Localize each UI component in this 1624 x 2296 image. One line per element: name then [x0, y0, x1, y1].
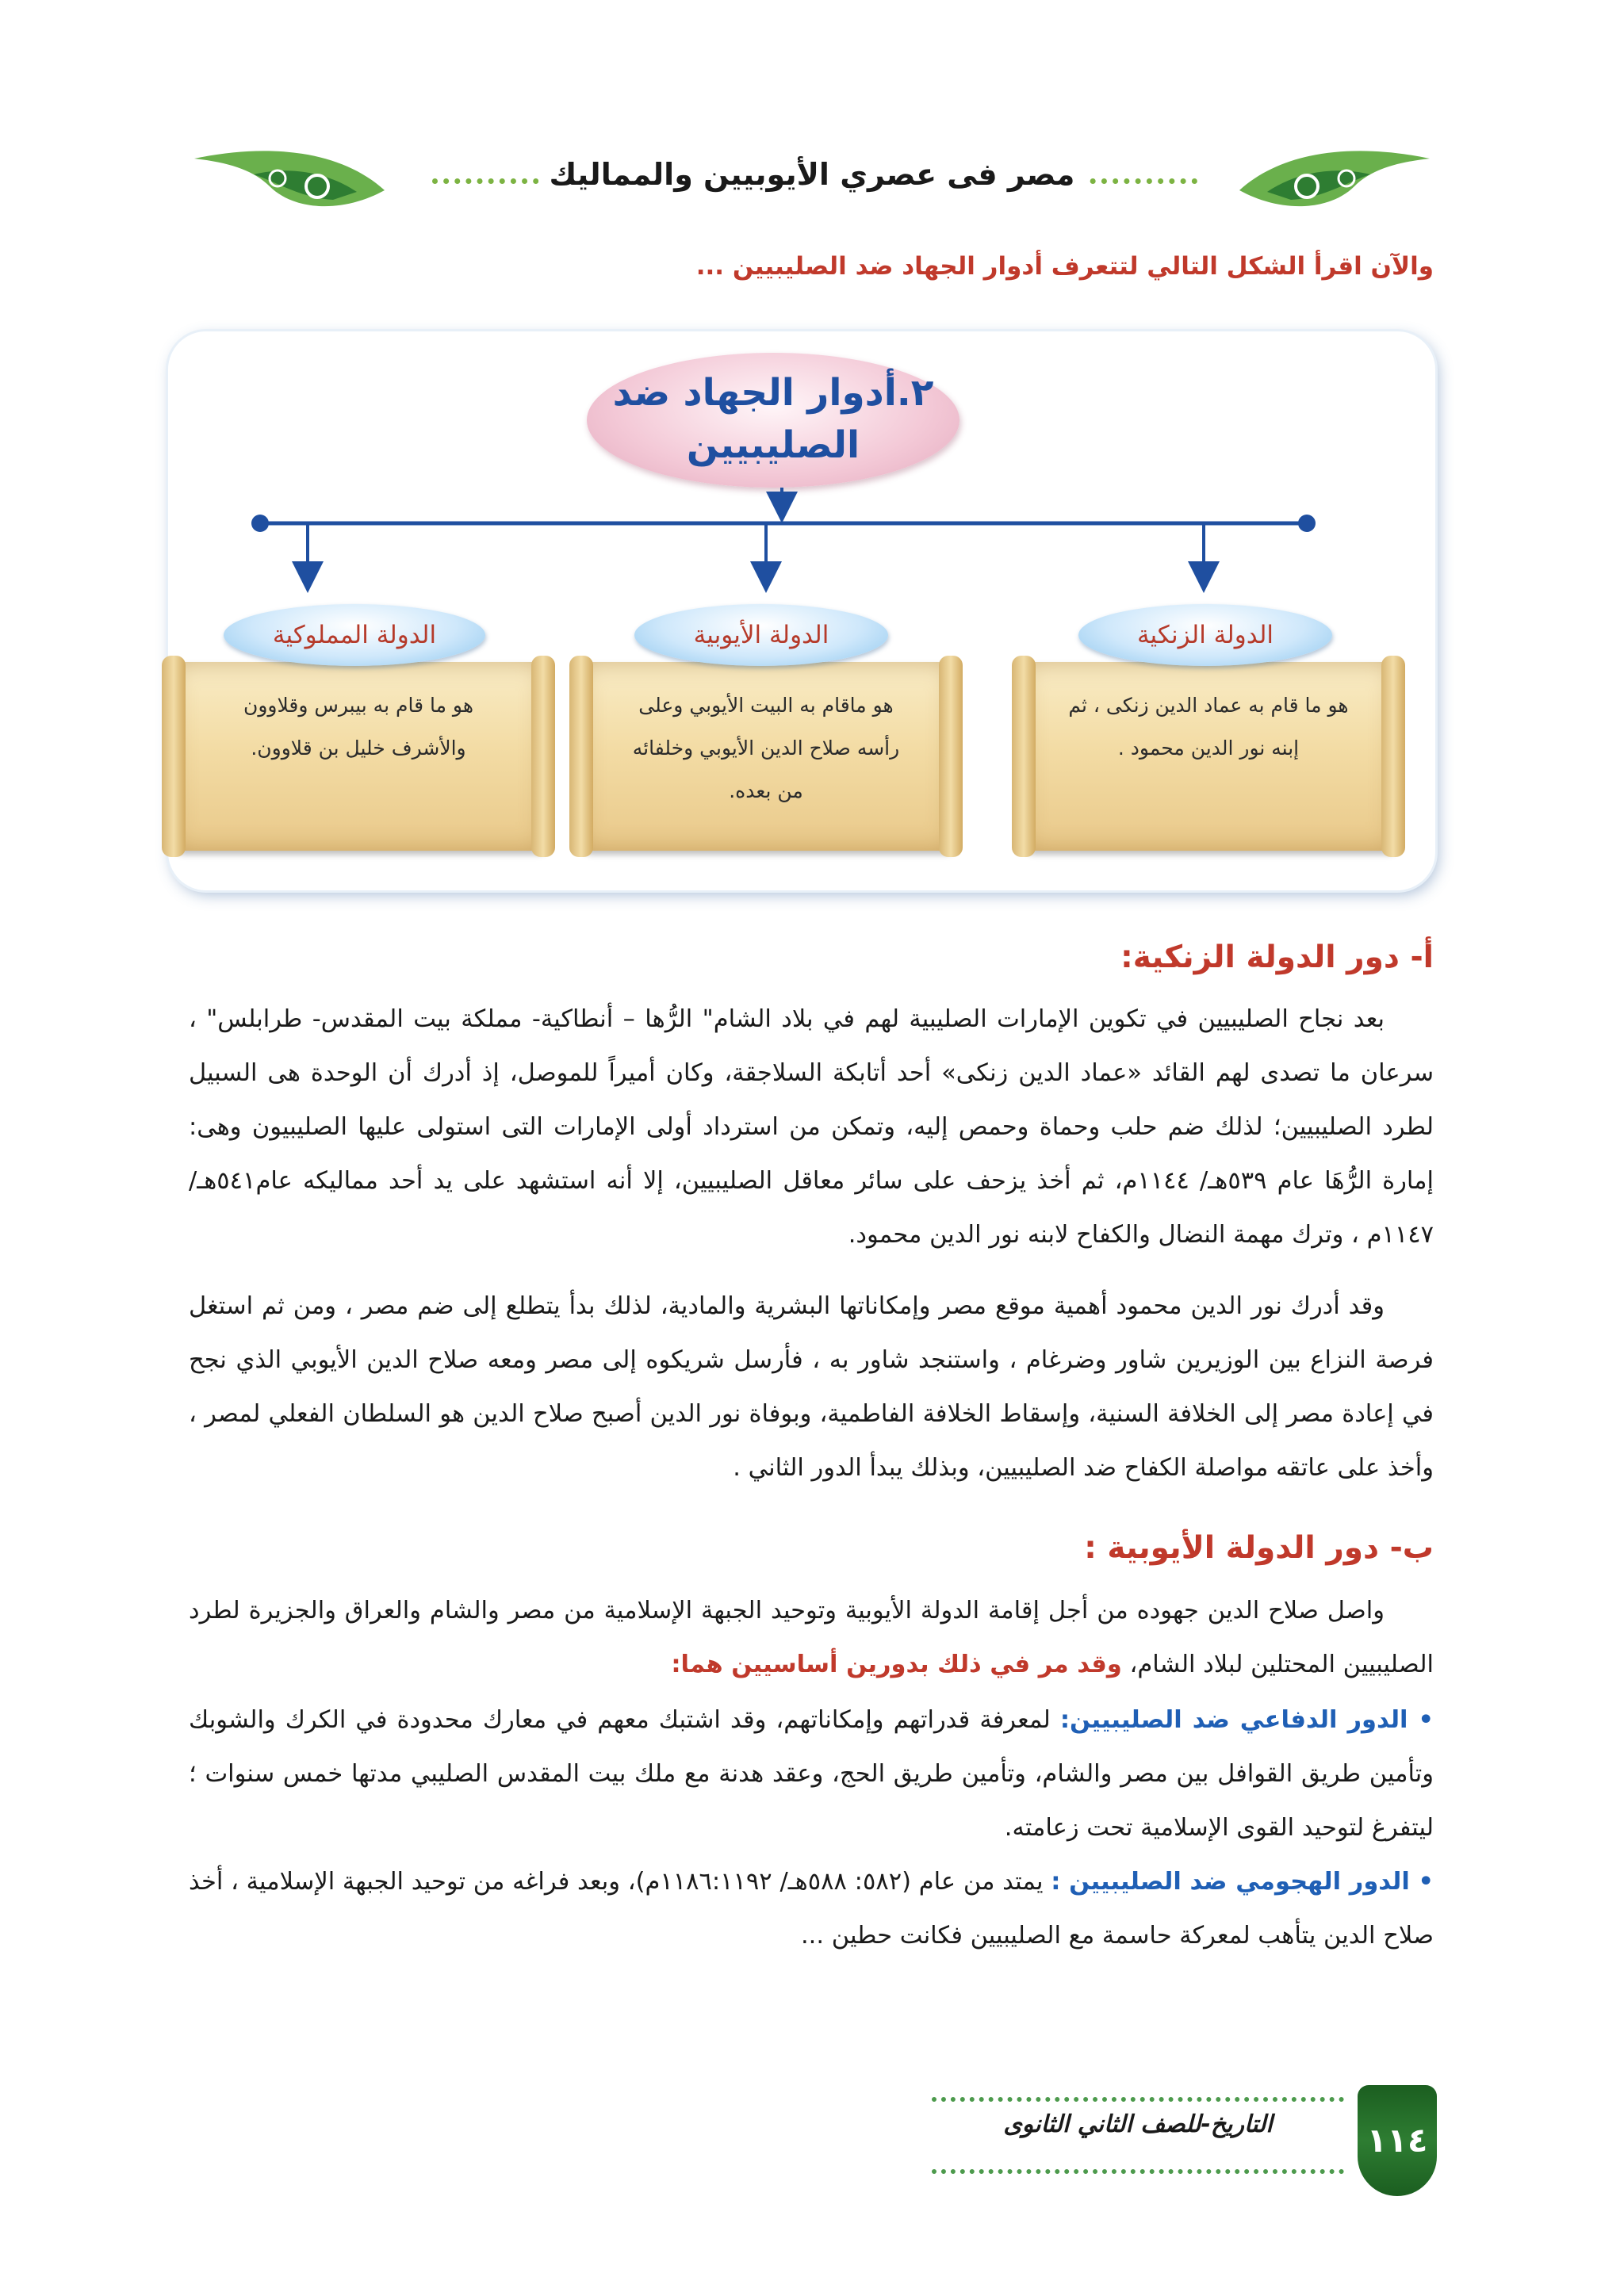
- box-mamluk: هو ما قام به بيبرس وقلاوون والأشرف خليل بن قلاوون.: [173, 662, 544, 851]
- box-mamluk-title: الدولة المملوكية: [224, 604, 485, 666]
- box-zengid-title: الدولة الزنكية: [1078, 604, 1332, 666]
- bullet-offensive-term: الدور الهجومي ضد الصليبيين :: [1051, 1868, 1410, 1896]
- bullet-defensive: • الدور الدفاعي ضد الصليبيين: لمعرفة قدراتهم وإمكاناتهم، وقد اشتبك معهم في معارك محدودة في الكرك والشوبك وتأمين طريق القوافل بين مصر والشام، وتأمين طريق الحج، وعقد هدنة مع ملك بيت المقدس الصليبي مدتها خمس سنوات ؛ ليتفرغ لتوحيد القوى الإسلامية تحت زعامته.: [189, 1706, 1434, 1842]
- box-ayyubid-title: الدولة الأيوبية: [634, 604, 888, 666]
- section-b-heading: ب- دور الدولة الأيوبية :: [1084, 1530, 1434, 1566]
- bullet-dot-icon: •: [1409, 1868, 1434, 1896]
- diagram-title-line1: ٢.أدوار الجهاد ضد: [612, 371, 934, 415]
- section-a-para1: بعد نجاح الصليبيين في تكوين الإمارات الصليبية لهم في بلاد الشام" الرُّها – أنطاكية- مملكة بيت المقدس- طرابلس" ، سرعان ما تصدى لهم القائد «عماد الدين زنكى» أحد أتابكة السلاجقة، وكان أميراً للموصل، إذ أدرك أن الوحدة هى السبيل لطرد الصليبيين؛ لذلك ضم حلب وحماة وحمص إليه، وتمكن من استرداد أولى الإمارات التى استولى عليها الصليبيون وهى: إمارة الرُّهَا عام ٥٣٩هـ/ ١١٤٤م، ثم أخذ يزحف على سائر معاقل الصليبيين، إلا أنه استشهد على يد أحد مماليكه عام٥٤١هـ/ ١١٤٧م ، وترك مهمة النضال والكفاح لابنه نور الدين محمود.: [189, 1005, 1434, 1249]
- footer-dots-top: [932, 2097, 1344, 2102]
- section-b-para1: واصل صلاح الدين جهوده من أجل إقامة الدولة الأيوبية وتوحيد الجبهة الإسلامية من مصر والشام والعراق والجزيرة لطرد الصليبيين المحتلين لبلاد الشام، وقد مر في ذلك بدورين أساسيين هما:: [189, 1597, 1434, 1678]
- page-number: ١١٤: [1358, 2085, 1437, 2196]
- intro-instruction: والآن اقرأ الشكل التالي لتتعرف أدوار الجهاد ضد الصليبيين ...: [695, 252, 1434, 281]
- diagram-connectors: [0, 0, 1624, 634]
- bullet-offensive: • الدور الهجومي ضد الصليبيين : يمتد من عام (٥٨٢: ٥٨٨هـ/ ١١٨٦:١١٩٢م)، وبعد فراغه من توحيد الجبهة الإسلامية ، أخذ صلاح الدين يتأهب لمعركة حاسمة مع الصليبيين فكانت حطين ...: [189, 1868, 1434, 1950]
- bullet-dot-icon: •: [1408, 1706, 1434, 1734]
- running-header: مصر فى عصري الأيوبيين والمماليك: [0, 157, 1624, 192]
- connector-end-right: [1298, 515, 1316, 532]
- footer-dots-bottom: [932, 2169, 1344, 2174]
- box-zengid: هو ما قام به عماد الدين زنكى ، ثم إبنه نور الدين محمود .: [1023, 662, 1394, 851]
- diagram-title-line2: الصليبيين: [686, 423, 860, 467]
- footer-book-title: التاريخ-للصف الثاني الثانوى: [1003, 2110, 1273, 2138]
- bullet-defensive-term: الدور الدفاعي ضد الصليبيين:: [1059, 1706, 1408, 1734]
- section-b-emphasis: وقد مر في ذلك بدورين أساسيين هما:: [671, 1651, 1122, 1678]
- connector-end-left: [251, 515, 269, 532]
- section-a-heading: أ- دور الدولة الزنكية:: [1120, 939, 1434, 975]
- section-a-para2: وقد أدرك نور الدين محمود أهمية موقع مصر وإمكاناتها البشرية والمادية، لذلك بدأ يتطلع إلى ضم مصر ، ومن ثم استغل فرصة النزاع بين الوزيرين شاور وضرغام ، واستنجد شاور به ، فأرسل شريكوه إلى مصر ومعه صلاح الدين الأيوبي الذي نجح في إعادة مصر إلى الخلافة السنية، وإسقاط الخلافة الفاطمية، وبوفاة نور الدين أصبح صلاح الدين هو السلطان الفعلي لمصر ، وأخذ على عاتقه مواصلة الكفاح ضد الصليبيين، وبذلك يبدأ الدور الثاني .: [189, 1292, 1434, 1482]
- box-ayyubid: هو ماقام به البيت الأيوبي وعلى رأسه صلاح الدين الأيوبي وخلفائه من بعده.: [580, 662, 952, 851]
